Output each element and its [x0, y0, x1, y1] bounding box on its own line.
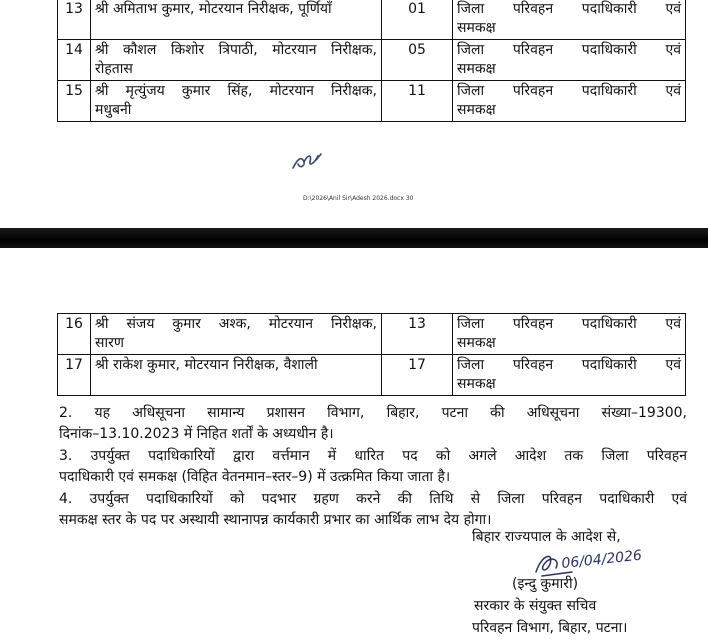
- serial-number: 15: [58, 81, 91, 122]
- order-line: बिहार राज्यपाल के आदेश से,: [472, 529, 621, 545]
- page-gap: [0, 228, 708, 248]
- signatory-name: (इन्दु कुमारी): [512, 576, 579, 592]
- post-number: 01: [382, 0, 453, 40]
- paragraph-line: 2. यह अधिसूचना सामान्य प्रशासन विभाग, बिहार, पटना की अधिसूचना संख्या–19300,: [59, 405, 687, 421]
- officer-name: श्री मृत्युंजय कुमार सिंह, मोटरयान निरीक्षक, मधुबनी: [91, 81, 382, 122]
- table-row: [58, 314, 686, 355]
- post-number: 05: [382, 40, 453, 81]
- table-row: [58, 40, 686, 81]
- paragraph-line: पदाधिकारी एवं समकक्ष (विहित वेतनमान–स्तर–9) में उत्क्रमित किया जाता है।: [59, 469, 451, 485]
- paragraph-line: दिनांक–13.10.2023 में निहित शर्तों के अध्यधीन है।: [59, 426, 334, 442]
- paragraph-4: [59, 489, 687, 531]
- serial-number: 13: [58, 0, 91, 40]
- new-post: जिला परिवहन पदाधिकारी एवं समकक्ष: [453, 0, 686, 40]
- post-number: 13: [382, 314, 453, 355]
- post-number: 17: [382, 355, 453, 396]
- officer-name: श्री राकेश कुमार, मोटरयान निरीक्षक, वैशाली: [91, 355, 382, 396]
- serial-number: 17: [58, 355, 91, 396]
- upper-page: [0, 0, 708, 228]
- signatory-department: परिवहन विभाग, बिहार, पटना।: [472, 620, 628, 636]
- officer-table-top: [57, 0, 686, 122]
- paragraph-3: [59, 446, 687, 488]
- officer-table-bottom: [57, 313, 686, 396]
- table-row: [58, 81, 686, 122]
- new-post: जिला परिवहन पदाधिकारी एवं समकक्ष: [453, 355, 686, 396]
- paragraph-line: समकक्ष स्तर के पद पर अस्थायी स्थानापन्न कार्यकारी प्रभार का आर्थिक लाभ देय होगा।: [59, 512, 492, 528]
- new-post: जिला परिवहन पदाधिकारी एवं समकक्ष: [453, 40, 686, 81]
- officer-name: श्री संजय कुमार अश्क, मोटरयान निरीक्षक, सारण: [91, 314, 382, 355]
- post-number: 11: [382, 81, 453, 122]
- signatory-designation: सरकार के संयुक्त सचिव: [474, 598, 597, 614]
- table-row: [58, 0, 686, 40]
- paragraph-line: 4. उपर्युक्त पदाधिकारियों को पदभार ग्रहण करने की तिथि से जिला परिवहन पदाधिकारी एवं: [59, 491, 687, 507]
- handwritten-date: 06/04/2026: [560, 547, 643, 572]
- new-post: जिला परिवहन पदाधिकारी एवं समकक्ष: [453, 81, 686, 122]
- table-row: [58, 355, 686, 396]
- officer-name: श्री अमिताभ कुमार, मोटरयान निरीक्षक, पूर्णियाँ: [91, 0, 382, 40]
- file-path-footer: D:\2026\Anil Sir\Adesh 2026.docx 30: [303, 195, 414, 202]
- officer-name: श्री कौशल किशोर त्रिपाठी, मोटरयान निरीक्षक, रोहतास: [91, 40, 382, 81]
- paragraph-2: [59, 403, 687, 445]
- paragraph-line: 3. उपर्युक्त पदाधिकारियों द्वारा वर्त्तमान में धारित पद को अगले आदेश तक जिला परिवहन: [59, 448, 687, 464]
- serial-number: 14: [58, 40, 91, 81]
- new-post: जिला परिवहन पदाधिकारी एवं समकक्ष: [453, 314, 686, 355]
- initials-scribble: [290, 150, 324, 174]
- serial-number: 16: [58, 314, 91, 355]
